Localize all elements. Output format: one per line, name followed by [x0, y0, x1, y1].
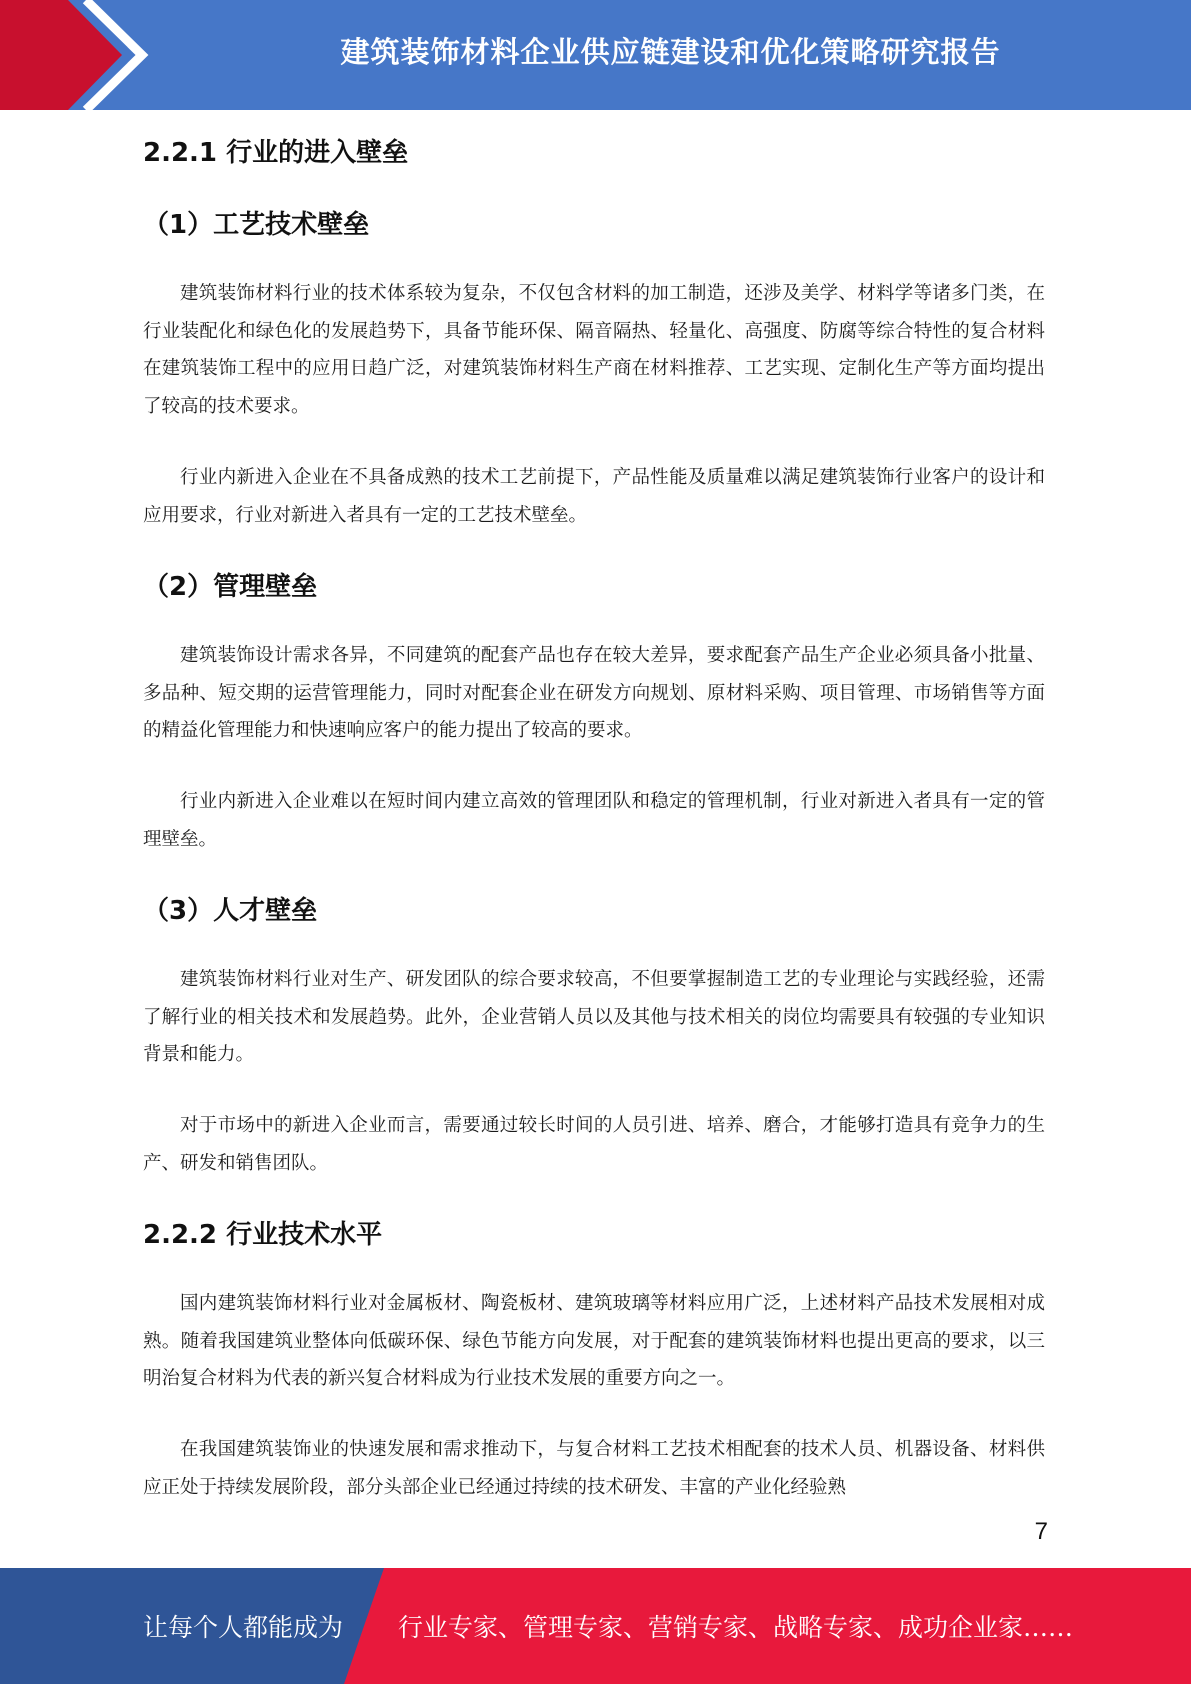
report-title: 建筑装饰材料企业供应链建设和优化策略研究报告: [340, 34, 1001, 69]
header-chevron-decoration: [0, 0, 160, 110]
paragraph: 建筑装饰材料行业对生产、研发团队的综合要求较高，不但要掌握制造工艺的专业理论与实践经验，还需了解行业的相关技术和发展趋势。此外，企业营销人员以及其他与技术相关的岗位均需要具有较强的专业知识背景和能力。: [143, 969, 1045, 1065]
paragraph: 建筑装饰设计需求各异，不同建筑的配套产品也存在较大差异，要求配套产品生产企业必须具备小批量、多品种、短交期的运营管理能力，同时对配套企业在研发方向规划、原材料采购、项目管理、市场销售等方面的精益化管理能力和快速响应客户的能力提出了较高的要求。: [143, 645, 1045, 741]
paragraph: 国内建筑装饰材料行业对金属板材、陶瓷板材、建筑玻璃等材料应用广泛，上述材料产品技术发展相对成熟。随着我国建筑业整体向低碳环保、绿色节能方向发展，对于配套的建筑装饰材料也提出更高的要求，以三明治复合材料为代表的新兴复合材料成为行业技术发展的重要方向之一。: [143, 1293, 1045, 1389]
report-header: [0, 0, 1191, 110]
section-heading-2-2-1: 2.2.1 行业的进入壁垒: [143, 138, 409, 168]
paragraph: 行业内新进入企业难以在短时间内建立高效的管理团队和稳定的管理机制，行业对新进入者具有一定的管理壁垒。: [143, 791, 1045, 850]
paragraph: 行业内新进入企业在不具备成熟的技术工艺前提下，产品性能及质量难以满足建筑装饰行业客户的设计和应用要求，行业对新进入者具有一定的工艺技术壁垒。: [143, 467, 1045, 526]
page-number: 7: [1034, 1518, 1048, 1545]
subsection-heading-talent-barrier: （3）人才壁垒: [143, 896, 318, 926]
footer-slogan-right: 行业专家、管理专家、营销专家、战略专家、成功企业家……: [398, 1613, 1074, 1642]
paragraph: 对于市场中的新进入企业而言，需要通过较长时间的人员引进、培养、磨合，才能够打造具有竞争力的生产、研发和销售团队。: [143, 1115, 1045, 1174]
subsection-heading-management-barrier: （2）管理壁垒: [143, 572, 318, 602]
paragraph: 在我国建筑装饰业的快速发展和需求推动下，与复合材料工艺技术相配套的技术人员、机器设备、材料供应正处于持续发展阶段，部分头部企业已经通过持续的技术研发、丰富的产业化经验熟: [143, 1439, 1045, 1498]
subsection-heading-process-barrier: （1）工艺技术壁垒: [143, 210, 370, 240]
paragraph: 建筑装饰材料行业的技术体系较为复杂，不仅包含材料的加工制造，还涉及美学、材料学等诸多门类，在行业装配化和绿色化的发展趋势下，具备节能环保、隔音隔热、轻量化、高强度、防腐等综合特性的复合材料在建筑装饰工程中的应用日趋广泛，对建筑装饰材料生产商在材料推荐、工艺实现、定制化生产等方面均提出了较高的技术要求。: [143, 283, 1045, 417]
page-footer: [0, 1568, 1191, 1684]
section-heading-2-2-2: 2.2.2 行业技术水平: [143, 1220, 383, 1250]
footer-slogan-left: 让每个人都能成为: [143, 1613, 344, 1642]
